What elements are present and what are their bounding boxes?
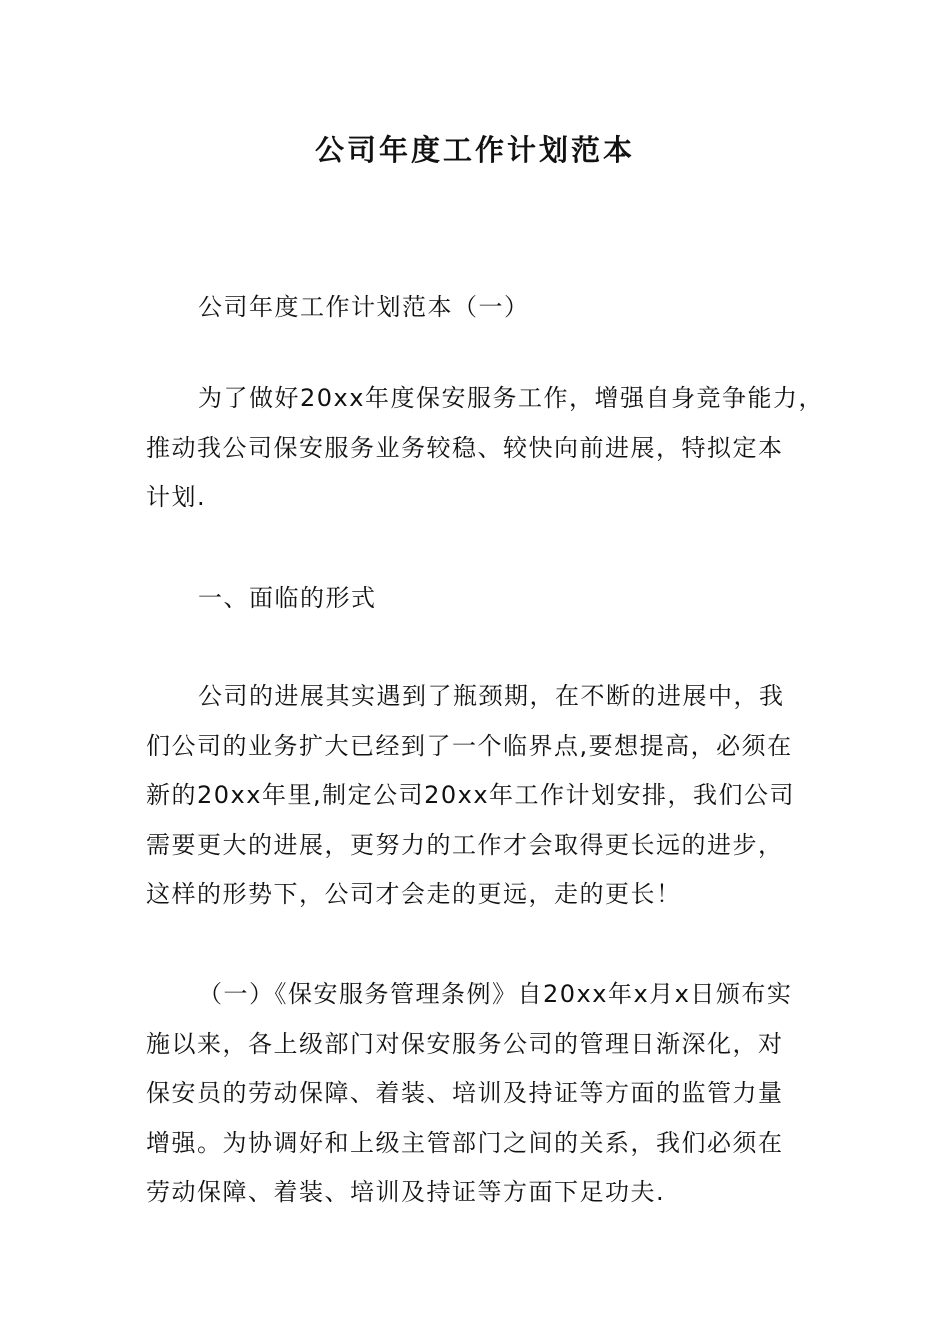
paragraph-line: 保安员的劳动保障、着装、培训及持证等方面的监管力量 xyxy=(146,1079,784,1107)
paragraph-line: 需要更大的进展，更努力的工作才会取得更长远的进步， xyxy=(146,830,784,859)
paragraph-line: 增强。为协调好和上级主管部门之间的关系，我们必须在 xyxy=(146,1128,784,1157)
paragraph-line: 这样的形势下，公司才会走的更远，走的更长！ xyxy=(146,880,682,908)
paragraph-line: 劳动保障、着装、培训及持证等方面下足功夫. xyxy=(146,1178,666,1206)
paragraph-line: （一）《保安服务管理条例》自20xx年x月x日颁布实 xyxy=(198,980,793,1008)
paragraph-1 xyxy=(146,672,806,920)
paragraph-2 xyxy=(146,970,806,1218)
paragraph-line: 公司的进展其实遇到了瓶颈期，在不断的进展中，我 xyxy=(198,682,785,710)
paragraph-line: 们公司的业务扩大已经到了一个临界点,要想提高，必须在 xyxy=(146,731,793,760)
intro-line: 计划. xyxy=(146,483,207,511)
intro-line: 推动我公司保安服务业务较稳、较快向前进展，特拟定本 xyxy=(146,433,784,462)
paragraph-line: 新的20xx年里,制定公司20xx年工作计划安排，我们公司 xyxy=(146,781,796,809)
intro-paragraph xyxy=(146,374,824,523)
subtitle xyxy=(146,283,806,333)
intro-line: 为了做好20xx年度保安服务工作，增强自身竞争能力， xyxy=(198,384,824,412)
section-heading-text: 一、面临的形式 xyxy=(198,584,377,612)
document-title: 公司年度工作计划范本 xyxy=(314,133,635,167)
section-heading xyxy=(146,574,806,624)
subtitle-text: 公司年度工作计划范本（一） xyxy=(198,293,530,321)
paragraph-line: 施以来，各上级部门对保安服务公司的管理日渐深化，对 xyxy=(146,1029,784,1058)
